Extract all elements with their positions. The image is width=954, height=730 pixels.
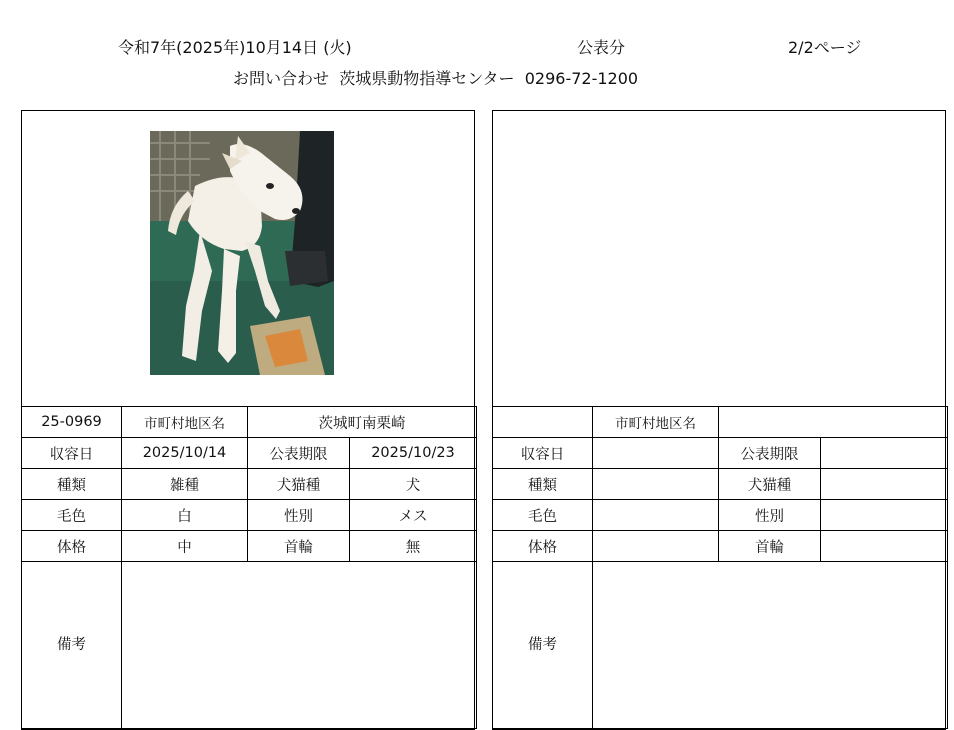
received-value xyxy=(593,438,719,469)
table-row xyxy=(22,562,477,729)
photo-area-empty xyxy=(493,111,945,407)
period-label: 公表期限 xyxy=(248,438,350,469)
table-row xyxy=(22,407,477,438)
color-label: 毛色 xyxy=(493,500,593,531)
collar-value xyxy=(821,531,948,562)
table-row xyxy=(22,469,477,500)
table-row xyxy=(22,531,477,562)
contact-line xyxy=(233,69,638,89)
size-value: 中 xyxy=(122,531,248,562)
notes-label-cell xyxy=(22,562,122,729)
collar-label: 首輪 xyxy=(248,531,350,562)
color-label: 毛色 xyxy=(22,500,122,531)
size-label: 体格 xyxy=(493,531,593,562)
period-value xyxy=(821,438,948,469)
publication-date: 令和7年(2025年)10月14日 (火) xyxy=(118,38,352,57)
breed-value xyxy=(593,469,719,500)
contact-phone: 0296-72-1200 xyxy=(524,69,639,88)
notes-label: 備考 xyxy=(57,636,86,653)
received-label: 収容日 xyxy=(493,438,593,469)
notes-label: 備考 xyxy=(528,636,557,653)
sex-label: 性別 xyxy=(248,500,350,531)
table-row xyxy=(493,438,948,469)
animal-info-table xyxy=(21,406,477,729)
breed-value: 雑種 xyxy=(122,469,248,500)
species-label: 犬猫種 xyxy=(248,469,350,500)
white-dog-photo[interactable] xyxy=(150,131,334,375)
photo-area xyxy=(22,111,474,407)
table-row xyxy=(493,407,948,438)
species-value xyxy=(821,469,948,500)
table-row xyxy=(493,562,948,729)
animal-id: 25-0969 xyxy=(22,407,122,438)
animal-id xyxy=(493,407,593,438)
received-value: 2025/10/14 xyxy=(122,438,248,469)
publication-label: 公表分 xyxy=(577,38,626,57)
contact-org: 茨城県動物指導センター xyxy=(339,69,515,88)
period-value: 2025/10/23 xyxy=(350,438,477,469)
color-value xyxy=(593,500,719,531)
area-value xyxy=(719,407,948,438)
notes-value xyxy=(122,562,477,729)
breed-label: 種類 xyxy=(493,469,593,500)
color-value: 白 xyxy=(122,500,248,531)
area-label: 市町村地区名 xyxy=(593,407,719,438)
area-value: 茨城町南栗崎 xyxy=(248,407,477,438)
notes-value xyxy=(593,562,948,729)
contact-label: お問い合わせ xyxy=(233,69,330,88)
page-number: 2/2ページ xyxy=(788,38,862,57)
table-row xyxy=(493,531,948,562)
area-label: 市町村地区名 xyxy=(122,407,248,438)
table-row xyxy=(493,500,948,531)
animal-card-empty xyxy=(492,110,946,730)
table-row xyxy=(493,469,948,500)
table-row xyxy=(22,500,477,531)
animal-card xyxy=(21,110,475,730)
sex-label: 性別 xyxy=(719,500,821,531)
sex-value: メス xyxy=(350,500,477,531)
species-value: 犬 xyxy=(350,469,477,500)
animal-info-table xyxy=(492,406,948,729)
received-label: 収容日 xyxy=(22,438,122,469)
species-label: 犬猫種 xyxy=(719,469,821,500)
sex-value xyxy=(821,500,948,531)
notes-label-cell xyxy=(493,562,593,729)
collar-label: 首輪 xyxy=(719,531,821,562)
size-value xyxy=(593,531,719,562)
size-label: 体格 xyxy=(22,531,122,562)
table-row xyxy=(22,438,477,469)
collar-value: 無 xyxy=(350,531,477,562)
period-label: 公表期限 xyxy=(719,438,821,469)
breed-label: 種類 xyxy=(22,469,122,500)
